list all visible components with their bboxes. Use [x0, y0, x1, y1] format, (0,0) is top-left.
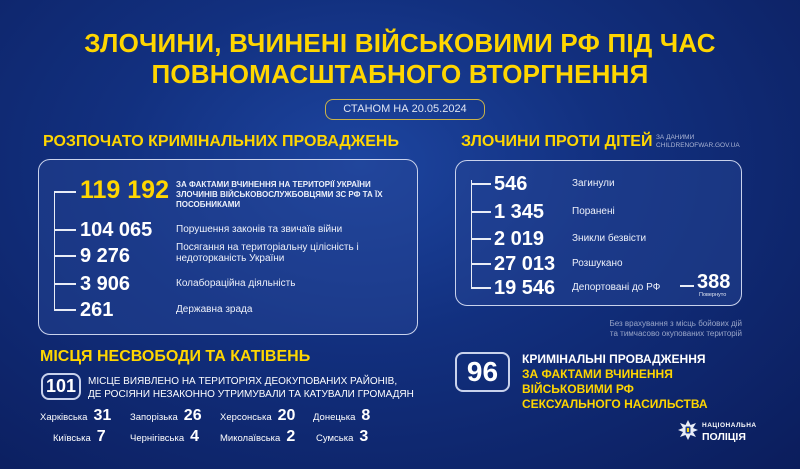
region-name: Київська: [53, 433, 91, 444]
sexual-line-1: КРИМІНАЛЬНІ ПРОВАДЖЕННЯ: [522, 352, 706, 366]
region-value: 3: [359, 428, 369, 445]
region-value: 7: [96, 428, 106, 445]
criminal-value: 261: [80, 299, 114, 321]
source-line-1: ЗА ДАНИМИ: [656, 134, 695, 141]
region-value: 2: [286, 428, 296, 445]
region-name: Сумська: [316, 433, 354, 444]
source-note: [656, 134, 740, 150]
children-heading: ЗЛОЧИНИ ПРОТИ ДІТЕЙ: [461, 133, 653, 150]
region-value: 4: [190, 428, 200, 445]
bracket-tick: [471, 263, 491, 265]
region-name: Запорізька: [130, 412, 178, 423]
children-label: Розшукано: [572, 258, 623, 269]
bracket-tick: [471, 238, 491, 240]
note-line-2: та тимчасово окупованих територій: [609, 329, 742, 338]
torture-count: 101: [41, 373, 81, 400]
region-value: 31: [93, 407, 112, 424]
region-name: Миколаївська: [220, 433, 281, 444]
region-item: [53, 428, 106, 446]
children-label: Зникли безвісти: [572, 233, 647, 244]
logo-line-1: НАЦІОНАЛЬНА: [702, 422, 757, 429]
region-value: 26: [183, 407, 202, 424]
region-name: Чернігівська: [130, 433, 185, 444]
logo-line-2: ПОЛІЦІЯ: [702, 431, 746, 443]
bracket-tick: [54, 283, 76, 285]
children-label: Загинули: [572, 178, 615, 189]
region-item: [40, 407, 111, 425]
region-item: [316, 428, 368, 446]
returned-label: Повернуто: [699, 292, 727, 298]
sexual-desc: [522, 352, 708, 412]
children-value: 2 019: [494, 228, 545, 250]
title-line-2: ПОВНОМАСШТАБНОГО ВТОРГНЕННЯ: [151, 59, 649, 89]
returned-connector: [680, 285, 694, 287]
criminal-label: Державна зрада: [176, 304, 253, 315]
children-value: 27 013: [494, 253, 556, 275]
region-item: [220, 428, 295, 446]
page-title: [0, 28, 800, 90]
date-badge: СТАНОМ НА 20.05.2024: [325, 99, 485, 120]
police-logo: [702, 421, 757, 443]
sexual-line-4: СЕКСУАЛЬНОГО НАСИЛЬСТВА: [522, 397, 708, 411]
children-value: 546: [494, 173, 528, 195]
criminal-heading: РОЗПОЧАТО КРИМІНАЛЬНИХ ПРОВАДЖЕНЬ: [43, 133, 399, 150]
bracket-line: [54, 191, 55, 309]
criminal-value: 104 065: [80, 219, 153, 241]
sexual-line-3: ВІЙСЬКОВИМИ РФ: [522, 382, 634, 396]
sexual-count: 96: [455, 352, 510, 392]
bracket-tick: [54, 309, 76, 311]
region-name: Харківська: [40, 412, 88, 423]
region-item: [313, 407, 370, 425]
police-star-icon: [678, 420, 698, 440]
region-value: 8: [361, 407, 371, 424]
region-item: [220, 407, 295, 425]
bracket-tick: [54, 229, 76, 231]
torture-desc-line-1: МІСЦЕ ВИЯВЛЕНО НА ТЕРИТОРІЯХ ДЕОКУПОВАНИХ РАЙОНІВ,: [88, 376, 398, 387]
bracket-line: [471, 180, 472, 288]
criminal-label: ЗА ФАКТАМИ ВЧИНЕННЯ НА ТЕРИТОРІЇ УКРАЇНИ ЗЛОЧИНІВ ВІЙСЬКОВОСЛУЖБОВЦЯМИ ЗС РФ ТА ЇХ ПОСОБНИКАМИ: [176, 180, 383, 209]
children-label: Депортовані до РФ: [572, 282, 661, 293]
sexual-line-2: ЗА ФАКТАМИ ВЧИНЕННЯ: [522, 367, 673, 381]
bracket-tick: [471, 211, 491, 213]
region-name: Донецька: [313, 412, 356, 423]
torture-desc-line-2: ДЕ РОСІЯНИ НЕЗАКОННО УТРИМУВАЛИ ТА КАТУВАЛИ ГРОМАДЯН: [88, 389, 414, 400]
source-line-2: CHILDRENOFWAR.GOV.UA: [656, 142, 740, 149]
region-value: 20: [277, 407, 296, 424]
title-line-1: ЗЛОЧИНИ, ВЧИНЕНІ ВІЙСЬКОВИМИ РФ ПІД ЧАС: [84, 28, 716, 58]
criminal-label: Колабораційна діяльність: [176, 278, 296, 289]
region-name: Херсонська: [220, 412, 272, 423]
bracket-tick: [471, 287, 491, 289]
torture-desc: [88, 375, 414, 401]
criminal-label: Посягання на територіальну цілісність і недоторканість України: [176, 242, 359, 264]
bracket-tick: [471, 183, 491, 185]
criminal-value: 9 276: [80, 245, 131, 267]
returned-value: 388: [697, 271, 731, 293]
note-line-1: Без врахування з місць бойових дій: [609, 319, 742, 328]
criminal-value: 119 192: [80, 176, 169, 204]
criminal-value: 3 906: [80, 273, 131, 295]
region-item: [130, 428, 199, 446]
children-value: 19 546: [494, 277, 556, 299]
bracket-tick: [54, 191, 76, 193]
bracket-tick: [54, 255, 76, 257]
children-value: 1 345: [494, 201, 545, 223]
region-item: [130, 407, 202, 425]
children-note: [540, 319, 742, 339]
torture-heading: МІСЦЯ НЕСВОБОДИ ТА КАТІВЕНЬ: [40, 348, 311, 365]
children-label: Поранені: [572, 206, 615, 217]
criminal-label: Порушення законів та звичаїв війни: [176, 224, 343, 235]
